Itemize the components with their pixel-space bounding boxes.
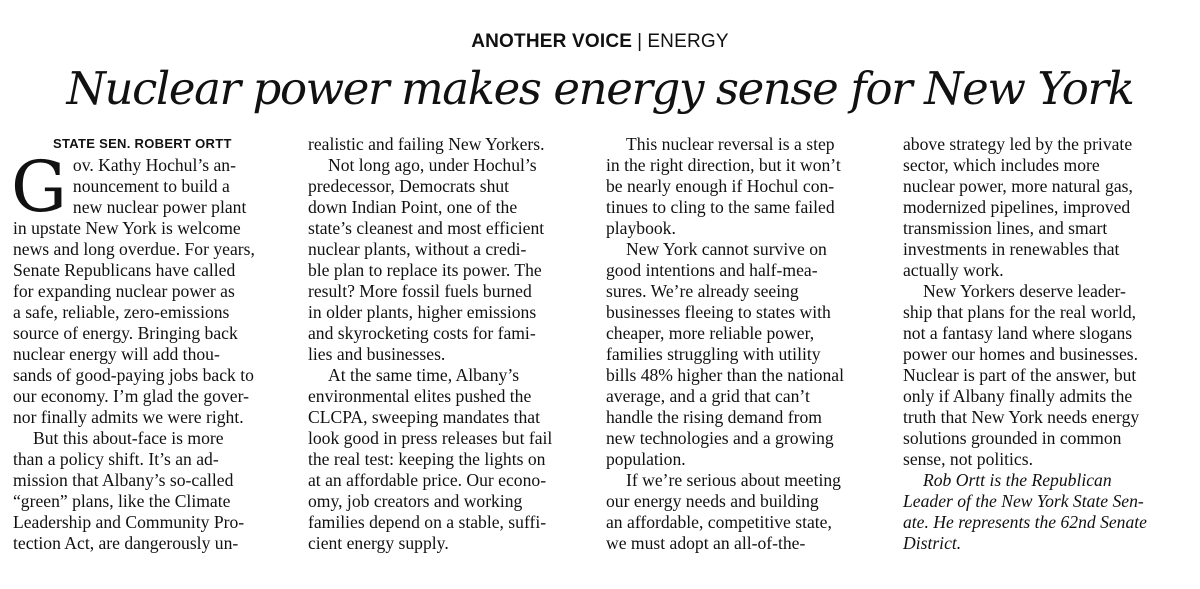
- text-line: bills 48% higher than the national: [606, 365, 844, 385]
- text-line: a safe, reliable, zero-emissions: [13, 302, 230, 322]
- text-line: in upstate New York is welcome: [13, 218, 241, 238]
- text-line: tection Act, are dangerously un-: [13, 533, 239, 553]
- drop-cap: G: [11, 146, 67, 228]
- text-line: state’s cleanest and most efficient: [308, 218, 545, 238]
- text-line: tinues to cling to the same failed: [606, 197, 835, 217]
- text-line: in older plants, higher emissions: [308, 302, 537, 322]
- text-line: environmental elites pushed the: [308, 386, 532, 406]
- text-line: and skyrocketing costs for fami-: [308, 323, 536, 343]
- headline: Nuclear power makes energy sense for New York: [66, 62, 1134, 115]
- text-line: modernized pipelines, improved: [903, 197, 1131, 217]
- text-line: transmission lines, and smart: [903, 218, 1108, 238]
- text-line: realistic and failing New Yorkers.: [308, 134, 545, 154]
- text-line: sector, which includes more: [903, 155, 1100, 175]
- text-line: in the right direction, but it won’t: [606, 155, 841, 175]
- text-line: good intentions and half-mea-: [606, 260, 818, 280]
- text-line: mission that Albany’s so-called: [13, 470, 234, 490]
- text-line: This nuclear reversal is a step: [626, 134, 835, 154]
- text-line: “green” plans, like the Climate: [13, 491, 231, 511]
- text-line: our energy needs and building: [606, 491, 819, 511]
- text-line: cient energy supply.: [308, 533, 449, 553]
- text-line: power our homes and businesses.: [903, 344, 1139, 364]
- text-line: only if Albany finally admits the: [903, 386, 1133, 406]
- text-line: sands of good-paying jobs back to: [13, 365, 254, 385]
- text-line: Not long ago, under Hochul’s: [328, 155, 537, 175]
- byline: STATE SEN. ROBERT ORTT: [53, 136, 232, 151]
- text-line: down Indian Point, one of the: [308, 197, 518, 217]
- text-line: investments in renewables that: [903, 239, 1120, 259]
- text-line: nuclear energy will add thou-: [13, 344, 220, 364]
- text-line: news and long overdue. For years,: [13, 239, 255, 259]
- text-line: lies and businesses.: [308, 344, 446, 364]
- text-line: look good in press releases but fail: [308, 428, 553, 448]
- text-line: handle the rising demand from: [606, 407, 822, 427]
- text-line: Nuclear is part of the answer, but: [903, 365, 1137, 385]
- author-bio-line: Rob Ortt is the Republican: [923, 470, 1112, 490]
- text-line: the real test: keeping the lights on: [308, 449, 546, 469]
- text-line: predecessor, Democrats shut: [308, 176, 510, 196]
- text-line: for expanding nuclear power as: [13, 281, 235, 301]
- text-line: families depend on a stable, suffi-: [308, 512, 547, 532]
- text-line: nuclear plants, without a credi-: [308, 239, 527, 259]
- text-line: truth that New York needs energy: [903, 407, 1140, 427]
- text-line: at an affordable price. Our econo-: [308, 470, 547, 490]
- text-line: not a fantasy land where slogans: [903, 323, 1133, 343]
- text-line: Leadership and Community Pro-: [13, 512, 245, 532]
- author-bio-line: ate. He represents the 62nd Senate: [903, 512, 1147, 532]
- text-line: sense, not politics.: [903, 449, 1033, 469]
- kicker-separator: |: [637, 31, 643, 52]
- text-line: new nuclear power plant: [72, 197, 247, 217]
- text-line: solutions grounded in common: [903, 428, 1122, 448]
- text-line: New York cannot survive on: [626, 239, 827, 259]
- text-line: ov. Kathy Hochul’s an-: [72, 155, 236, 175]
- kicker-section: ANOTHER VOICE: [471, 31, 633, 52]
- article-column-3: [606, 134, 844, 554]
- text-line: playbook.: [606, 218, 676, 238]
- text-line: average, and a grid that can’t: [606, 386, 810, 406]
- text-line: CLCPA, sweeping mandates that: [308, 407, 540, 427]
- text-line: nouncement to build a: [72, 176, 230, 196]
- text-line: we must adopt an all-of-the-: [606, 533, 806, 553]
- text-line: But this about-face is more: [33, 428, 224, 448]
- text-line: If we’re serious about meeting: [626, 470, 841, 490]
- text-line: than a policy shift. It’s an ad-: [13, 449, 219, 469]
- author-bio-line: Leader of the New York State Sen-: [903, 491, 1144, 511]
- author-bio-line: District.: [903, 533, 962, 553]
- text-line: be nearly enough if Hochul con-: [606, 176, 835, 196]
- text-line: sures. We’re already seeing: [606, 281, 799, 301]
- text-line: Senate Republicans have called: [13, 260, 236, 280]
- text-line: ship that plans for the real world,: [903, 302, 1137, 322]
- text-line: our economy. I’m glad the gover-: [13, 386, 249, 406]
- kicker-topic: ENERGY: [647, 31, 729, 52]
- article-column-1: [11, 134, 255, 554]
- text-line: an affordable, competitive state,: [606, 512, 832, 532]
- text-line: actually work.: [903, 260, 1004, 280]
- text-line: At the same time, Albany’s: [328, 365, 520, 385]
- text-line: New Yorkers deserve leader-: [923, 281, 1126, 301]
- text-line: cheaper, more reliable power,: [606, 323, 815, 343]
- article-column-2: [308, 134, 553, 554]
- text-line: families struggling with utility: [606, 344, 821, 364]
- text-line: population.: [606, 449, 686, 469]
- section-kicker: [0, 30, 1200, 54]
- text-line: ble plan to replace its power. The: [308, 260, 542, 280]
- text-line: omy, job creators and working: [308, 491, 523, 511]
- text-line: above strategy led by the private: [903, 134, 1133, 154]
- text-line: nuclear power, more natural gas,: [903, 176, 1133, 196]
- text-line: businesses fleeing to states with: [606, 302, 831, 322]
- text-line: new technologies and a growing: [606, 428, 834, 448]
- article-column-4: [903, 134, 1147, 554]
- text-line: source of energy. Bringing back: [13, 323, 238, 343]
- text-line: nor finally admits we were right.: [13, 407, 244, 427]
- text-line: result? More fossil fuels burned: [308, 281, 532, 301]
